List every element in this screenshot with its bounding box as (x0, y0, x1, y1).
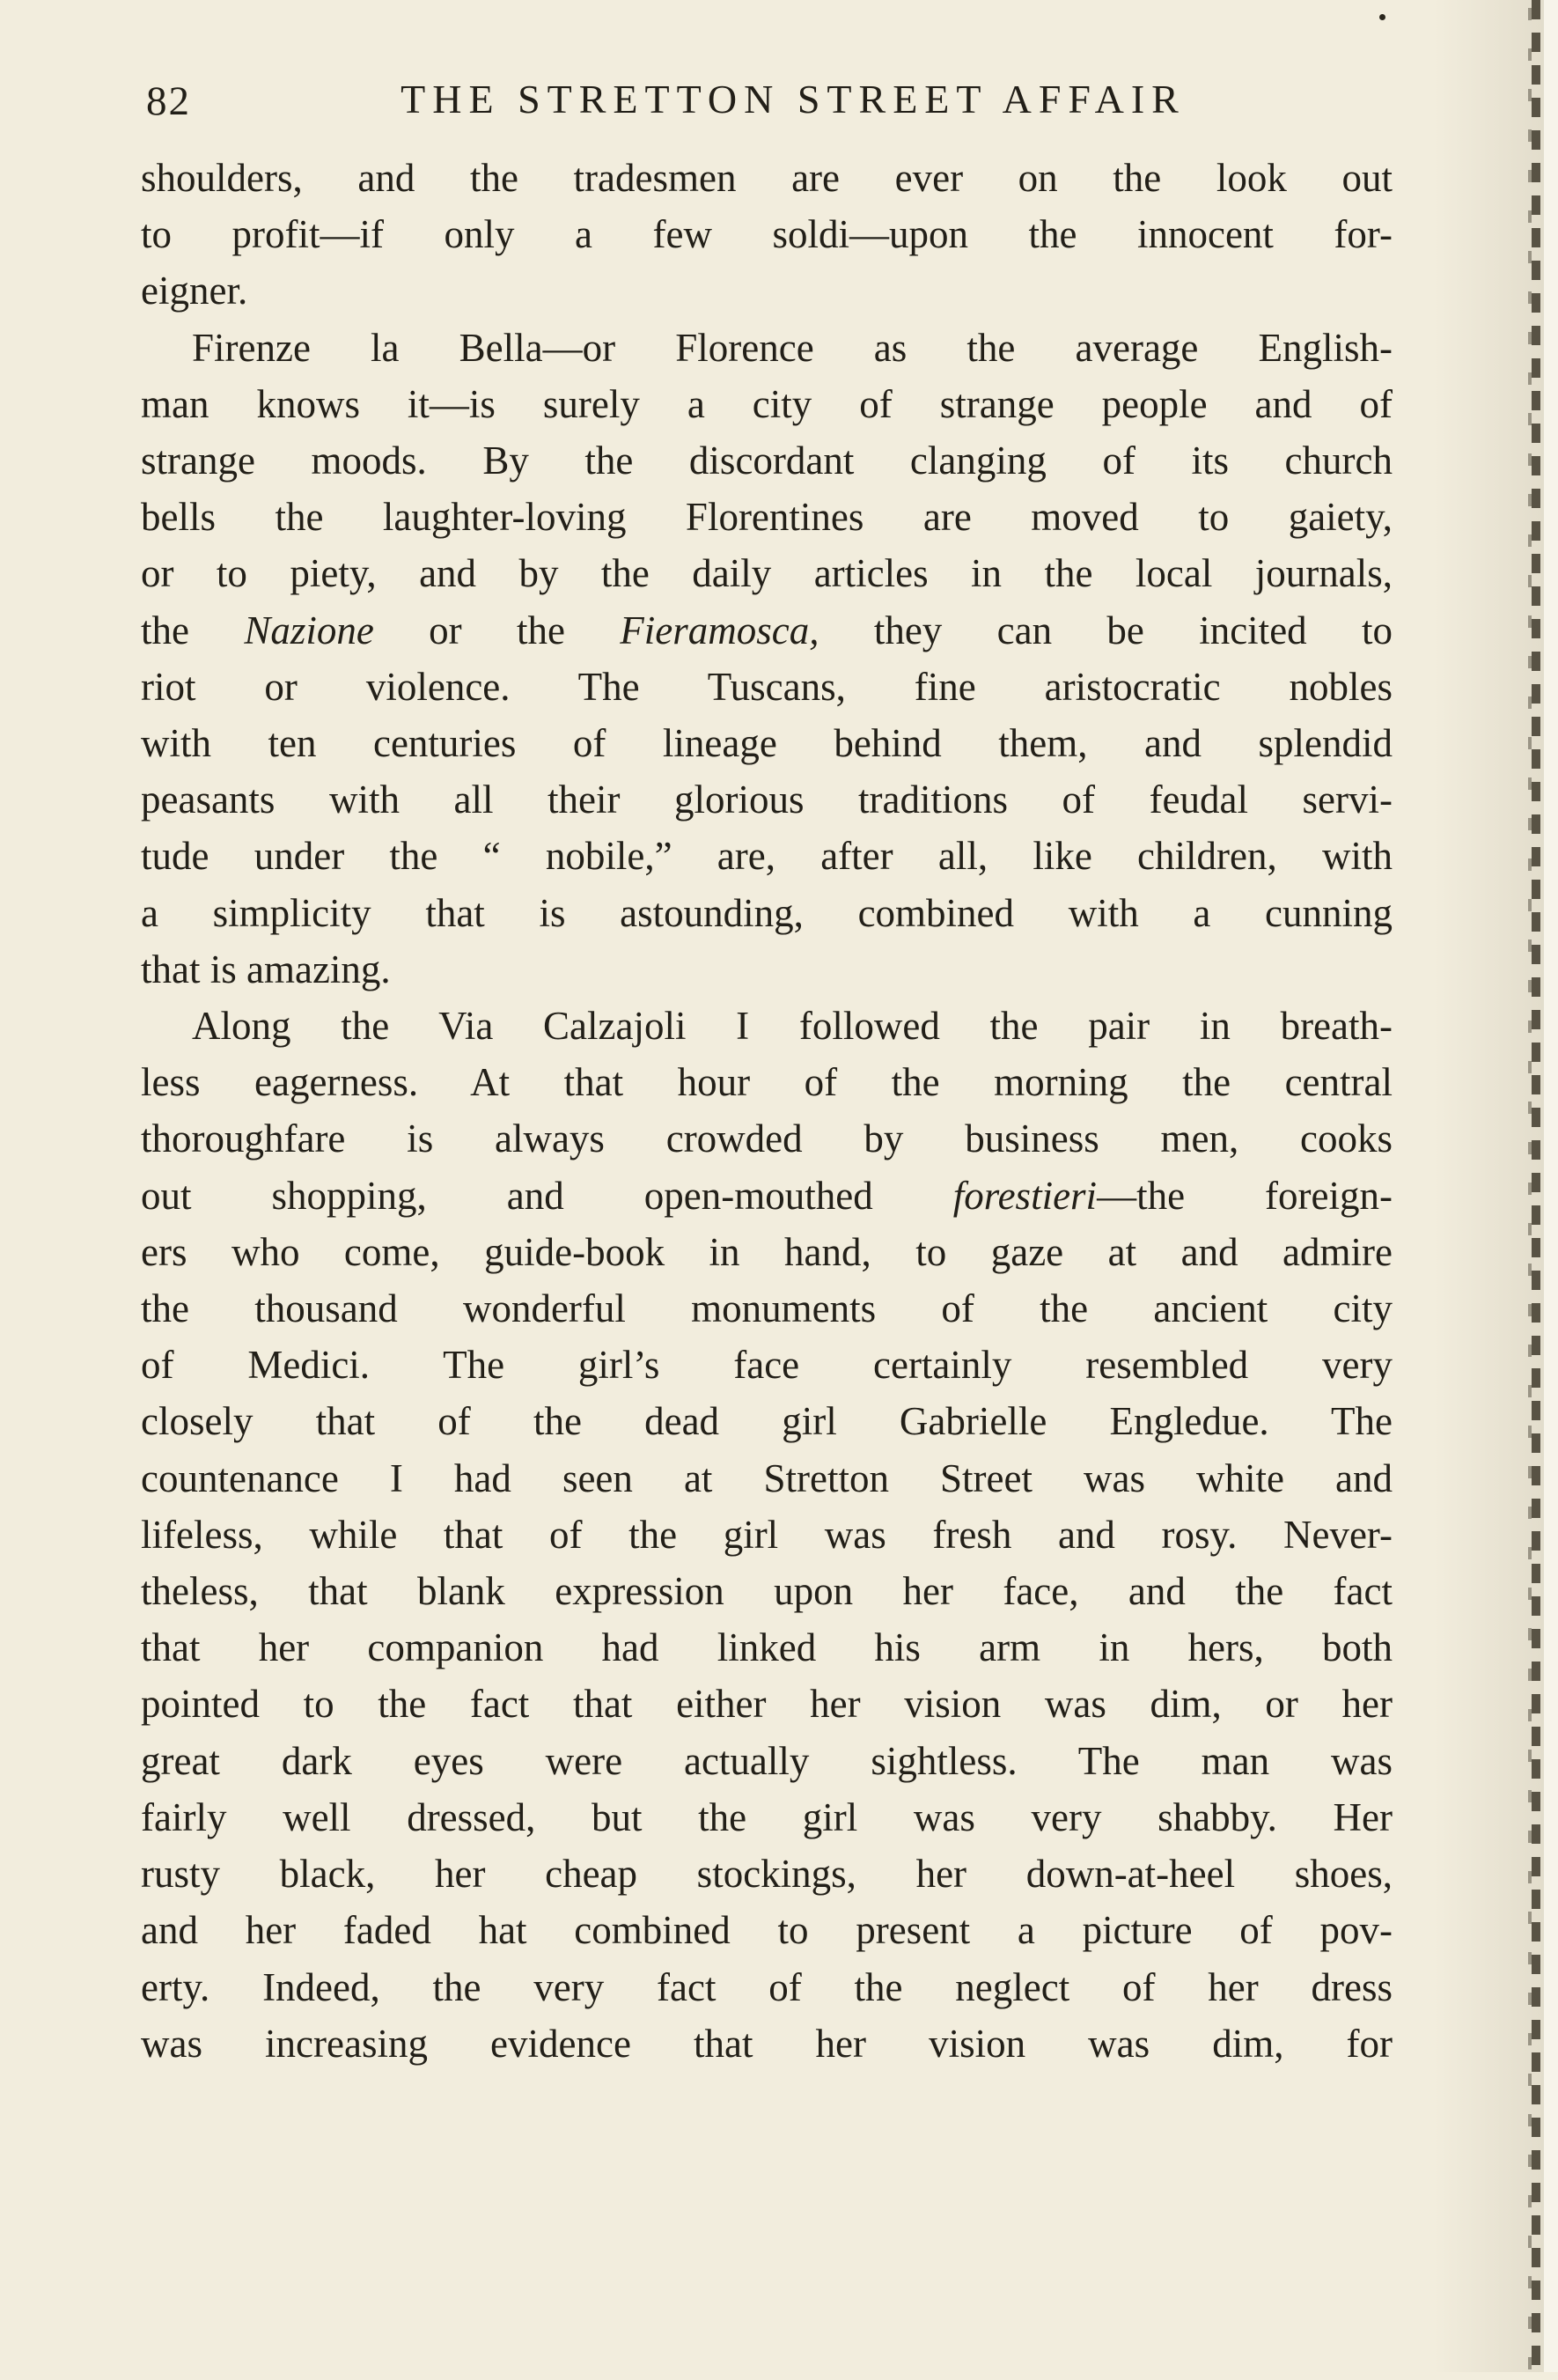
body-text: closely that of the dead girl Gabrielle Engledue. The (141, 1399, 1393, 1444)
text-line (141, 1676, 1393, 1732)
text-line (141, 206, 1393, 262)
body-text: with ten centuries of lineage behind them, and splendid (141, 721, 1393, 766)
body-text: ers who come, guide-book in hand, to gaze at and admire (141, 1229, 1393, 1274)
text-line (141, 489, 1393, 545)
body-text: countenance I had seen at Stretton Street was white and (141, 1455, 1393, 1500)
page-edge-highlight (1544, 0, 1558, 2372)
ink-speck (1379, 14, 1385, 20)
text-line (141, 545, 1393, 601)
body-text: —the foreign- (1097, 1173, 1393, 1218)
body-text: to profit—if only a few soldi—upon the innocent for- (141, 212, 1393, 257)
body-text: less eagerness. At that hour of the morning the central (141, 1060, 1393, 1105)
body-text: the (141, 608, 245, 652)
binding-edge-artifact-secondary (1528, 8, 1532, 2380)
binding-edge-artifact (1532, 0, 1540, 2372)
text-line (141, 715, 1393, 771)
text-line (141, 320, 1393, 376)
body-text: that her companion had linked his arm in hers, both (141, 1625, 1393, 1670)
paragraph (141, 998, 1393, 2072)
page-header (141, 76, 1393, 139)
text-line (141, 659, 1393, 715)
text-line (141, 432, 1393, 489)
page-title: THE STRETTON STREET AFFAIR (401, 77, 1186, 122)
body-text: Firenze la Bella—or Florence as the average English- (192, 325, 1393, 370)
body-text: peasants with all their glorious traditions of feudal servi- (141, 777, 1393, 822)
text-line (141, 885, 1393, 941)
text-line (141, 1393, 1393, 1449)
body-text: shoulders, and the tradesmen are ever on the look out (141, 156, 1393, 200)
body-text: tude under the “ nobile,” are, after all, like children, with (141, 834, 1393, 879)
body-text: Along the Via Calzajoli I followed the pair in breath- (192, 1004, 1393, 1049)
text-line (141, 771, 1393, 828)
text-line (141, 1280, 1393, 1337)
body-text: of Medici. The girl’s face certainly resembled very (141, 1343, 1393, 1388)
text-line (141, 1337, 1393, 1393)
text-line (141, 1733, 1393, 1789)
body-text: riot or violence. The Tuscans, fine aristocratic nobles (141, 664, 1393, 709)
text-line (141, 1224, 1393, 1280)
text-line (141, 1789, 1393, 1846)
body-text: the thousand wonderful monuments of the ancient city (141, 1286, 1393, 1331)
body-text: pointed to the fact that either her vision was dim, or her (141, 1682, 1393, 1727)
text-line (141, 1450, 1393, 1507)
text-line (141, 1563, 1393, 1619)
body-text: or the (373, 608, 621, 652)
text-line (141, 1054, 1393, 1110)
text-line (141, 376, 1393, 432)
body-text: strange moods. By the discordant clanging of its church (141, 438, 1393, 483)
text-line (141, 1110, 1393, 1167)
body-text: they can be incited to (819, 608, 1393, 652)
text-line (141, 1507, 1393, 1563)
text-line (141, 1168, 1393, 1224)
paragraph (141, 150, 1393, 320)
body-text: a simplicity that is astounding, combined with a cunning (141, 890, 1393, 935)
body-text: bells the laughter-loving Florentines are moved to gaiety, (141, 495, 1393, 540)
body-text: man knows it—is surely a city of strange people and of (141, 381, 1393, 426)
text-line (141, 150, 1393, 206)
text-line (141, 262, 1393, 319)
body-text: lifeless, while that of the girl was fresh and rosy. Never- (141, 1512, 1393, 1557)
body-text: great dark eyes were actually sightless. The man was (141, 1738, 1393, 1783)
italic-text: forestieri (952, 1173, 1098, 1218)
body-text: or to piety, and by the daily articles in the local journals, (141, 551, 1393, 596)
text-line (141, 2015, 1393, 2072)
text-line (141, 998, 1393, 1054)
text-line (141, 941, 1393, 998)
text-line (141, 1902, 1393, 1958)
body-text: rusty black, her cheap stockings, her down-at-heel shoes, (141, 1852, 1393, 1897)
body-text: that is amazing. (141, 947, 391, 991)
text-line (141, 1846, 1393, 1902)
text-line (141, 828, 1393, 884)
italic-text: Nazione (244, 608, 374, 652)
body-text: eigner. (141, 269, 248, 313)
italic-text: Fieramosca, (620, 608, 819, 652)
body-text: thoroughfare is always crowded by business men, cooks (141, 1116, 1393, 1161)
text-line (141, 602, 1393, 659)
text-block (141, 150, 1393, 2072)
body-text: theless, that blank expression upon her face, and the fact (141, 1569, 1393, 1614)
body-text: out shopping, and open-mouthed (141, 1173, 953, 1218)
text-line (141, 1619, 1393, 1676)
text-line (141, 1959, 1393, 2015)
body-text: erty. Indeed, the very fact of the neglect of her dress (141, 1964, 1393, 2009)
body-text: was increasing evidence that her vision was dim, for (141, 2021, 1393, 2066)
body-text: fairly well dressed, but the girl was very shabby. Her (141, 1794, 1393, 1839)
page-number: 82 (146, 78, 191, 124)
paragraph (141, 320, 1393, 998)
body-text: and her faded hat combined to present a picture of pov- (141, 1908, 1393, 1953)
